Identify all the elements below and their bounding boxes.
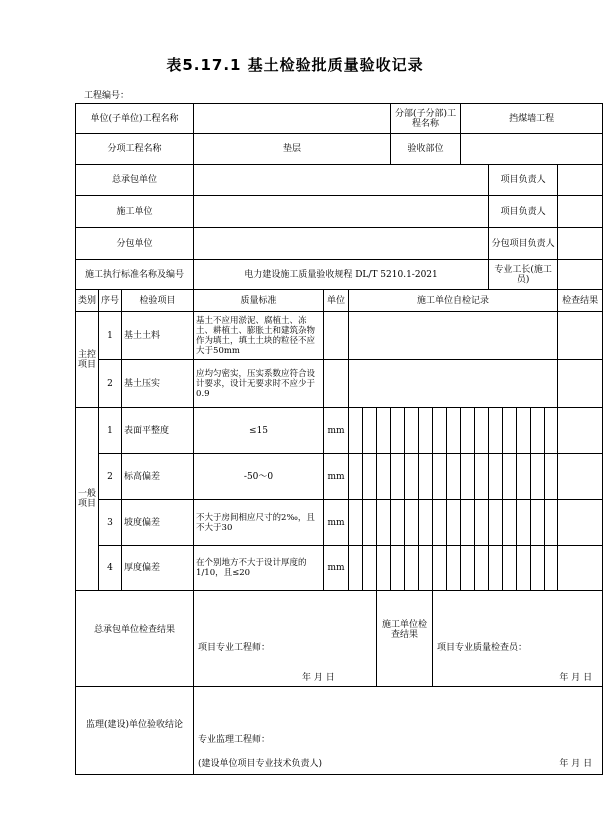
table-row-unit: mm — [324, 454, 349, 500]
cu-inspector-label: 项目专业质量检查员： — [437, 643, 528, 653]
sub-project-value: 挡煤墙工程 — [461, 104, 603, 134]
table-row-result — [558, 546, 603, 591]
table-row-seq: 1 — [99, 312, 122, 360]
table-row-result — [558, 454, 603, 500]
table-row-item: 厚度偏差 — [122, 546, 194, 591]
col-standard: 质量标准 — [194, 290, 324, 312]
table-row-standard: 在个别地方不大于设计厚度的1/10，且≤20 — [194, 546, 324, 591]
table-row-seq: 2 — [99, 360, 122, 408]
supervisor-date-label: 年 月 日 — [559, 759, 593, 769]
table-row-unit: mm — [324, 546, 349, 591]
project-manager-label-2: 项目负责人 — [489, 196, 558, 228]
table-row-standard: 应均匀密实，压实系数应符合设计要求，设计无要求时不应少于0.9 — [194, 360, 324, 408]
sub-project-label: 分部(子分部)工程名称 — [391, 104, 461, 134]
sub-manager-value — [558, 228, 603, 260]
supervisor-conclusion-label: 监理(建设)单位验收结论 — [76, 687, 194, 775]
sub-manager-label: 分包项目负责人 — [489, 228, 558, 260]
gc-engineer-label: 项目专业工程师： — [198, 643, 271, 653]
col-self-check: 施工单位自检记录 — [349, 290, 558, 312]
unit-project-label: 单位(子单位)工程名称 — [76, 104, 194, 134]
cu-date-label: 年 月 日 — [559, 673, 593, 683]
subcontractor-label: 分包单位 — [76, 228, 194, 260]
col-result: 检查结果 — [558, 290, 603, 312]
project-manager-label: 项目负责人 — [489, 165, 558, 196]
unit-project-value — [194, 104, 391, 134]
construction-unit-value — [194, 196, 489, 228]
table-row-seq: 2 — [99, 454, 122, 500]
table-row-standard: ≤15 — [194, 408, 324, 454]
general-contractor-value — [194, 165, 489, 196]
item-project-value: 垫层 — [194, 134, 391, 165]
table-row-item: 标高偏差 — [122, 454, 194, 500]
subcontractor-value — [194, 228, 489, 260]
standard-value: 电力建设施工质量验收规程 DL/T 5210.1-2021 — [194, 260, 489, 290]
page-title: 表5.17.1 基土检验批质量验收记录 — [166, 56, 424, 74]
table-row-self-check — [349, 312, 558, 360]
table-row-item: 基土土料 — [122, 312, 194, 360]
project-manager-value — [558, 165, 603, 196]
table-row-result — [558, 500, 603, 546]
table-row-result — [558, 312, 603, 360]
supervisor-sign-area — [194, 687, 603, 775]
cu-check-label: 施工单位检查结果 — [377, 591, 433, 687]
table-row-seq: 4 — [99, 546, 122, 591]
table-row-result — [558, 360, 603, 408]
table-row-seq: 3 — [99, 500, 122, 546]
accept-part-value — [461, 134, 603, 165]
general-contractor-label: 总承包单位 — [76, 165, 194, 196]
table-row-unit: mm — [324, 500, 349, 546]
table-row-result — [558, 408, 603, 454]
foreman-label: 专业工长(施工员) — [489, 260, 558, 290]
standard-label: 施工执行标准名称及编号 — [76, 260, 194, 290]
cu-check-sign-area — [433, 591, 603, 687]
table-row-unit: mm — [324, 408, 349, 454]
table-row-unit — [324, 312, 349, 360]
project-number-label: 工程编号： — [84, 91, 130, 101]
table-row-standard: 不大于房间相应尺寸的2‰，且不大于30 — [194, 500, 324, 546]
table-row-self-check — [349, 360, 558, 408]
col-category: 类别 — [76, 290, 99, 312]
owner-tech-label: (建设单位项目专业技术负责人) — [198, 759, 323, 769]
table-row-item: 基土压实 — [122, 360, 194, 408]
item-project-label: 分项工程名称 — [76, 134, 194, 165]
gc-check-label: 总承包单位检查结果 — [76, 591, 194, 687]
col-seq: 序号 — [99, 290, 122, 312]
table-row-item: 表面平整度 — [122, 408, 194, 454]
accept-part-label: 验收部位 — [391, 134, 461, 165]
main-control-label: 主控项目 — [76, 312, 99, 408]
general-items-label: 一般项目 — [76, 408, 99, 591]
col-unit: 单位 — [324, 290, 349, 312]
construction-unit-label: 施工单位 — [76, 196, 194, 228]
col-item: 检验项目 — [122, 290, 194, 312]
foreman-value — [558, 260, 603, 290]
table-row-standard: 基土不应用淤泥、腐植土、冻土、耕植土、膨胀土和建筑杂物作为填土，填土土块的粒径不应大于50mm — [194, 312, 324, 360]
inspection-record-table — [75, 103, 603, 775]
table-row-unit — [324, 360, 349, 408]
project-manager-value-2 — [558, 196, 603, 228]
table-row-standard: -50～0 — [194, 454, 324, 500]
table-row-item: 坡度偏差 — [122, 500, 194, 546]
gc-date-label: 年 月 日 — [302, 673, 335, 683]
gc-check-sign-area — [194, 591, 377, 687]
supervisor-engineer-label: 专业监理工程师： — [198, 735, 271, 745]
table-row-seq: 1 — [99, 408, 122, 454]
